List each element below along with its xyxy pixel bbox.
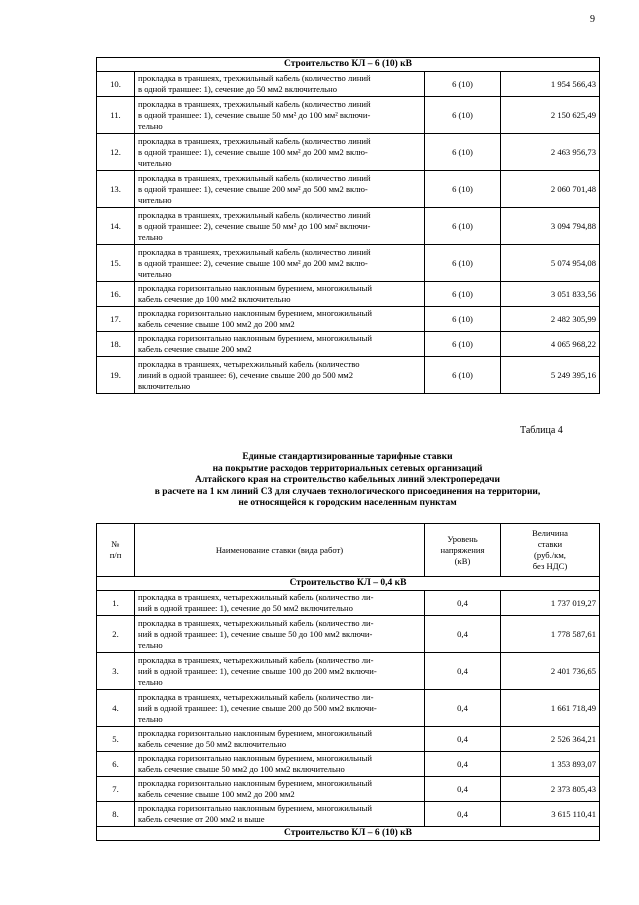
header-voltage [425, 524, 501, 577]
title-line: в расчете на 1 км линий С3 для случаев технологического присоединения на территории, [154, 486, 541, 497]
row-number: 6. [97, 752, 135, 777]
header-text: № [111, 539, 120, 549]
rate-name-line: ний в одной траншее: 1), сечение свыше 50 до 100 мм2 включи- [138, 628, 373, 639]
header-text: п/п [109, 550, 122, 560]
rate-name-line: чительно [138, 268, 172, 279]
rate-name-line: ний в одной траншее: 1), сечение до 50 мм2 включительно [138, 603, 353, 613]
rate-value: 4 065 968,22 [501, 332, 600, 357]
title-line: Единые стандартизированные тарифные ставки [242, 452, 453, 462]
table-row [97, 245, 600, 282]
voltage-level: 6 (10) [425, 97, 501, 134]
page-number: 9 [590, 14, 595, 25]
section-header-row [97, 827, 600, 841]
voltage-level: 0,4 [425, 616, 501, 653]
rate-name-line: в одной траншее: 2), сечение свыше 50 мм² до 100 мм² включи- [138, 220, 371, 231]
rate-name-line: в одной траншее: 1), сечение свыше 50 мм² до 100 мм² включи- [138, 109, 371, 120]
section-title: Строительство КЛ – 6 (10) кВ [97, 827, 600, 841]
rate-name-line: прокладка горизонтально наклонным бурением, многожильный [138, 803, 372, 813]
rate-name-line: прокладка горизонтально наклонным бурением, многожильный [138, 283, 372, 293]
rate-value: 1 778 587,61 [501, 616, 600, 653]
table-label: Таблица 4 [520, 425, 563, 436]
voltage-level: 6 (10) [425, 245, 501, 282]
rate-name-line: ний в одной траншее: 1), сечение свыше 100 до 200 мм2 включи- [138, 665, 377, 676]
rate-value: 3 051 833,56 [501, 282, 600, 307]
rate-name-line: прокладка в траншеях, трехжильный кабель (количество линий [138, 98, 371, 109]
rate-name [135, 653, 425, 690]
voltage-level: 0,4 [425, 690, 501, 727]
table-header-row [97, 524, 600, 577]
rate-name-line: прокладка в траншеях, четырехжильный кабель (количество ли- [138, 617, 374, 628]
table-row [97, 208, 600, 245]
header-text: Уровень [447, 533, 478, 544]
rate-value: 1 737 019,27 [501, 591, 600, 616]
table-row [97, 97, 600, 134]
rate-name-line: прокладка в траншеях, трехжильный кабель (количество линий [138, 135, 371, 146]
title-line: Алтайского края на строительство кабельных линий электропередачи [195, 475, 500, 485]
rate-name [135, 97, 425, 134]
row-number: 13. [97, 171, 135, 208]
rate-name [135, 208, 425, 245]
row-number: 8. [97, 802, 135, 827]
rate-name-line: тельно [138, 231, 163, 242]
rate-name-line: кабель сечение свыше 50 мм2 до 100 мм2 включительно [138, 764, 345, 774]
rate-name-line: прокладка в траншеях, четырехжильный кабель (количество ли- [138, 691, 374, 702]
row-number: 17. [97, 307, 135, 332]
title-line: не относящейся к городским населенным пунктам [238, 498, 457, 508]
rate-name [135, 245, 425, 282]
rate-name-line: тельно [138, 120, 163, 131]
rate-value: 1 661 718,49 [501, 690, 600, 727]
rate-name [135, 752, 425, 777]
rate-name-line: прокладка в траншеях, трехжильный кабель (количество линий [138, 246, 371, 257]
voltage-level: 6 (10) [425, 307, 501, 332]
header-price [501, 524, 600, 577]
rate-name-line: тельно [138, 639, 163, 650]
table-row [97, 690, 600, 727]
rate-name-line: прокладка горизонтально наклонным бурением, многожильный [138, 728, 372, 738]
row-number: 12. [97, 134, 135, 171]
voltage-level: 6 (10) [425, 332, 501, 357]
rate-name-line: прокладка в траншеях, четырехжильный кабель (количество ли- [138, 592, 374, 602]
row-number: 1. [97, 591, 135, 616]
rate-name [135, 777, 425, 802]
header-text: ставки [537, 539, 563, 549]
rate-value: 5 249 395,16 [501, 357, 600, 394]
table-title [96, 452, 599, 510]
table-row [97, 282, 600, 307]
table-row [97, 727, 600, 752]
rate-name-line: прокладка горизонтально наклонным бурением, многожильный [138, 778, 372, 788]
rate-name-line: кабель сечение свыше 100 мм2 до 200 мм2 [138, 319, 295, 329]
rate-name-line: тельно [138, 676, 163, 687]
rate-name-line: тельно [138, 713, 163, 724]
table-row [97, 171, 600, 208]
voltage-level: 0,4 [425, 727, 501, 752]
header-text: (руб./км, [534, 550, 566, 560]
table-row [97, 332, 600, 357]
rate-name-line: в одной траншее: 1), сечение свыше 200 мм² до 500 мм2 вклю- [138, 183, 368, 194]
table-row [97, 653, 600, 690]
rate-name [135, 690, 425, 727]
voltage-level: 0,4 [425, 752, 501, 777]
rate-name [135, 134, 425, 171]
rate-name [135, 591, 425, 616]
voltage-level: 6 (10) [425, 134, 501, 171]
rate-name-line: прокладка в траншеях, четырехжильный кабель (количество ли- [138, 654, 374, 665]
rate-name-line: в одной траншее: 2), сечение свыше 100 мм² до 200 мм2 вклю- [138, 257, 368, 268]
row-number: 15. [97, 245, 135, 282]
rate-name-line: кабель сечение до 100 мм2 включительно [138, 294, 291, 304]
section-header-row [97, 577, 600, 591]
table-row [97, 777, 600, 802]
voltage-level: 0,4 [425, 591, 501, 616]
rate-name-line: прокладка в траншеях, трехжильный кабель (количество линий [138, 73, 371, 83]
rate-name-line: в одной траншее: 1), сечение свыше 100 мм² до 200 мм2 вклю- [138, 146, 368, 157]
rate-value: 3 094 794,88 [501, 208, 600, 245]
row-number: 16. [97, 282, 135, 307]
rate-name-line: прокладка горизонтально наклонным бурением, многожильный [138, 333, 372, 343]
rate-name [135, 332, 425, 357]
row-number: 18. [97, 332, 135, 357]
header-text: без НДС) [532, 561, 568, 571]
table-row [97, 134, 600, 171]
rate-value: 1 353 893,07 [501, 752, 600, 777]
rate-name [135, 802, 425, 827]
rate-name-line: линий в одной траншее: 6), сечение свыше 200 до 500 мм2 [138, 369, 354, 380]
rate-name-line: прокладка в траншеях, четырехжильный кабель (количество [138, 358, 360, 369]
section-title: Строительство КЛ – 6 (10) кВ [97, 58, 600, 72]
row-number: 19. [97, 357, 135, 394]
rate-value: 2 373 805,43 [501, 777, 600, 802]
tariff-table-continued [96, 57, 600, 394]
row-number: 2. [97, 616, 135, 653]
section-header-row [97, 58, 600, 72]
row-number: 4. [97, 690, 135, 727]
rate-name-line: в одной траншее: 1), сечение до 50 мм2 включительно [138, 84, 337, 94]
table-row [97, 616, 600, 653]
header-name: Наименование ставки (вида работ) [135, 524, 425, 577]
rate-name-line: включительно [138, 380, 191, 391]
rate-name-line: чительно [138, 157, 172, 168]
voltage-level: 6 (10) [425, 171, 501, 208]
rate-value: 2 401 736,65 [501, 653, 600, 690]
rate-name [135, 616, 425, 653]
row-number: 5. [97, 727, 135, 752]
row-number: 10. [97, 72, 135, 97]
table-row [97, 802, 600, 827]
table-row [97, 307, 600, 332]
voltage-level: 6 (10) [425, 72, 501, 97]
rate-name [135, 307, 425, 332]
rate-name-line: ний в одной траншее: 1), сечение свыше 200 до 500 мм2 включи- [138, 702, 377, 713]
rate-value: 3 615 110,41 [501, 802, 600, 827]
row-number: 7. [97, 777, 135, 802]
table-row [97, 591, 600, 616]
rate-name [135, 357, 425, 394]
row-number: 3. [97, 653, 135, 690]
tariff-table-4 [96, 523, 600, 841]
header-text: (кВ) [454, 555, 471, 566]
table-row [97, 752, 600, 777]
voltage-level: 6 (10) [425, 357, 501, 394]
rate-value: 2 482 305,99 [501, 307, 600, 332]
header-text: Величина [532, 528, 568, 538]
rate-name-line: кабель сечение до 50 мм2 включительно [138, 739, 287, 749]
rate-name-line: прокладка в траншеях, трехжильный кабель (количество линий [138, 209, 371, 220]
rate-value: 5 074 954,08 [501, 245, 600, 282]
rate-name [135, 727, 425, 752]
rate-name-line: чительно [138, 194, 172, 205]
voltage-level: 6 (10) [425, 282, 501, 307]
header-num [97, 524, 135, 577]
section-title: Строительство КЛ – 0,4 кВ [97, 577, 600, 591]
title-line: на покрытие расходов территориальных сетевых организаций [212, 463, 483, 474]
rate-value: 2 463 956,73 [501, 134, 600, 171]
header-text: напряжения [440, 544, 485, 555]
rate-name-line: прокладка горизонтально наклонным бурением, многожильный [138, 308, 372, 318]
rate-name [135, 171, 425, 208]
table-row [97, 357, 600, 394]
rate-name-line: прокладка в траншеях, трехжильный кабель (количество линий [138, 172, 371, 183]
rate-name-line: прокладка горизонтально наклонным бурением, многожильный [138, 753, 372, 763]
rate-value: 2 060 701,48 [501, 171, 600, 208]
rate-name [135, 72, 425, 97]
rate-value: 2 150 625,49 [501, 97, 600, 134]
rate-value: 1 954 566,43 [501, 72, 600, 97]
row-number: 11. [97, 97, 135, 134]
voltage-level: 0,4 [425, 653, 501, 690]
voltage-level: 0,4 [425, 777, 501, 802]
row-number: 14. [97, 208, 135, 245]
rate-value: 2 526 364,21 [501, 727, 600, 752]
rate-name-line: кабель сечение от 200 мм2 и выше [138, 814, 265, 824]
voltage-level: 6 (10) [425, 208, 501, 245]
rate-name-line: кабель сечение свыше 100 мм2 до 200 мм2 [138, 789, 295, 799]
rate-name-line: кабель сечение свыше 200 мм2 [138, 344, 252, 354]
rate-name [135, 282, 425, 307]
table-row [97, 72, 600, 97]
voltage-level: 0,4 [425, 802, 501, 827]
